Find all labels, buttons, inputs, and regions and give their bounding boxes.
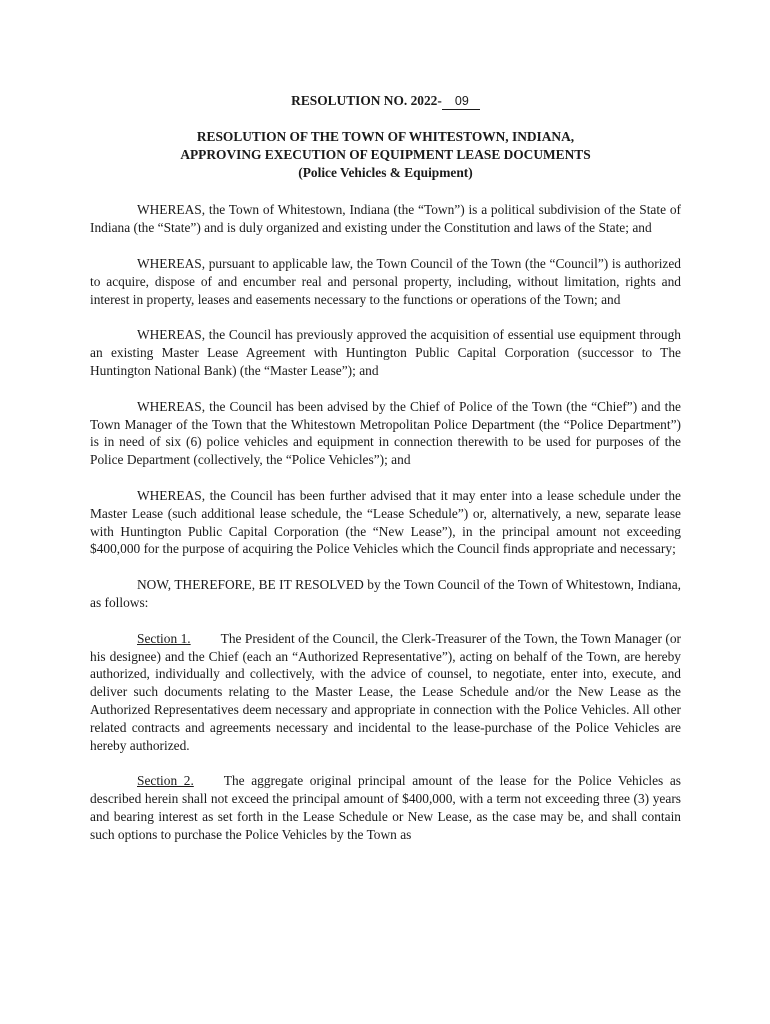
section-1 <box>90 630 681 755</box>
resolution-number-field[interactable]: 09 <box>442 94 480 110</box>
title-line-2: APPROVING EXECUTION OF EQUIPMENT LEASE DOCUMENTS <box>180 146 591 162</box>
section-2-text: The aggregate original principal amount of the lease for the Police Vehicles as described herein shall not exceed the principal amount of $400,000, with a term not exceeding three (3) years and bearing interest as set forth in the Lease Schedule or New Lease, as the case may be, and shall contain such options to purchase the Police Vehicles by the Town as <box>90 773 681 842</box>
document-page <box>90 92 681 862</box>
section-1-text: The President of the Council, the Clerk-Treasurer of the Town, the Town Manager (or his designee) and the Chief (each an “Authorized Representative”), acting on behalf of the Town, are hereby authorized, individually and collectively, with the advice of counsel, to negotiate, enter into, execute, and deliver such documents relating to the Master Lease, the Lease Schedule and/or the New Lease as the Authorized Representatives deem necessary and appropriate in connection with the Police Vehicles. All other related contracts and agreements necessary and incidental to the lease-purchase of the Police Vehicles are hereby authorized. <box>90 630 681 753</box>
whereas-clause-5: WHEREAS, the Council has been further advised that it may enter into a lease schedule under the Master Lease (such additional lease schedule, the “Lease Schedule”) or, alternatively, a new, separate lease with Huntington Public Capital Corporation (the “New Lease”), in the principal amount not exceeding $400,000 for the purpose of acquiring the Police Vehicles which the Council finds appropriate and necessary; <box>90 487 681 557</box>
resolved-clause: NOW, THEREFORE, BE IT RESOLVED by the Town Council of the Town of Whitestown, Indiana, as follows: <box>90 577 681 610</box>
title-line-1: RESOLUTION OF THE TOWN OF WHITESTOWN, INDIANA, <box>196 129 575 144</box>
whereas-clause-3: WHEREAS, the Council has previously approved the acquisition of essential use equipment through an existing Master Lease Agreement with Huntington Public Capital Corporation (successor to The Huntington National Bank) (the “Master Lease”); and <box>90 327 681 378</box>
title-line-3: (Police Vehicles & Equipment) <box>298 164 473 180</box>
resolution-number-heading <box>90 92 681 110</box>
section-1-label: Section 1. <box>137 630 191 646</box>
resolution-number-prefix: RESOLUTION NO. 2022- <box>291 93 442 108</box>
whereas-clause-4: WHEREAS, the Council has been advised by the Chief of Police of the Town (the “Chief”) and the Town Manager of the Town that the Whitestown Metropolitan Police Department (the “Police Department”) is in need of six (6) police vehicles and equipment in connection therewith to be used for purposes of the Police Department (collectively, the “Police Vehicles”); and <box>90 398 681 468</box>
section-2 <box>90 772 681 843</box>
section-2-label: Section 2. <box>137 773 194 789</box>
whereas-clause-1: WHEREAS, the Town of Whitestown, Indiana (the “Town”) is a political subdivision of the State of Indiana (the “State”) and is duly organized and existing under the Constitution and laws of the State; and <box>90 202 681 236</box>
whereas-clause-2: WHEREAS, pursuant to applicable law, the Town Council of the Town (the “Council”) is authorized to acquire, dispose of and encumber real and personal property, including, without limitation, rights and interest in property, leases and easements necessary to the functions or operations of the Town; and <box>90 255 681 307</box>
resolution-title <box>90 128 681 181</box>
